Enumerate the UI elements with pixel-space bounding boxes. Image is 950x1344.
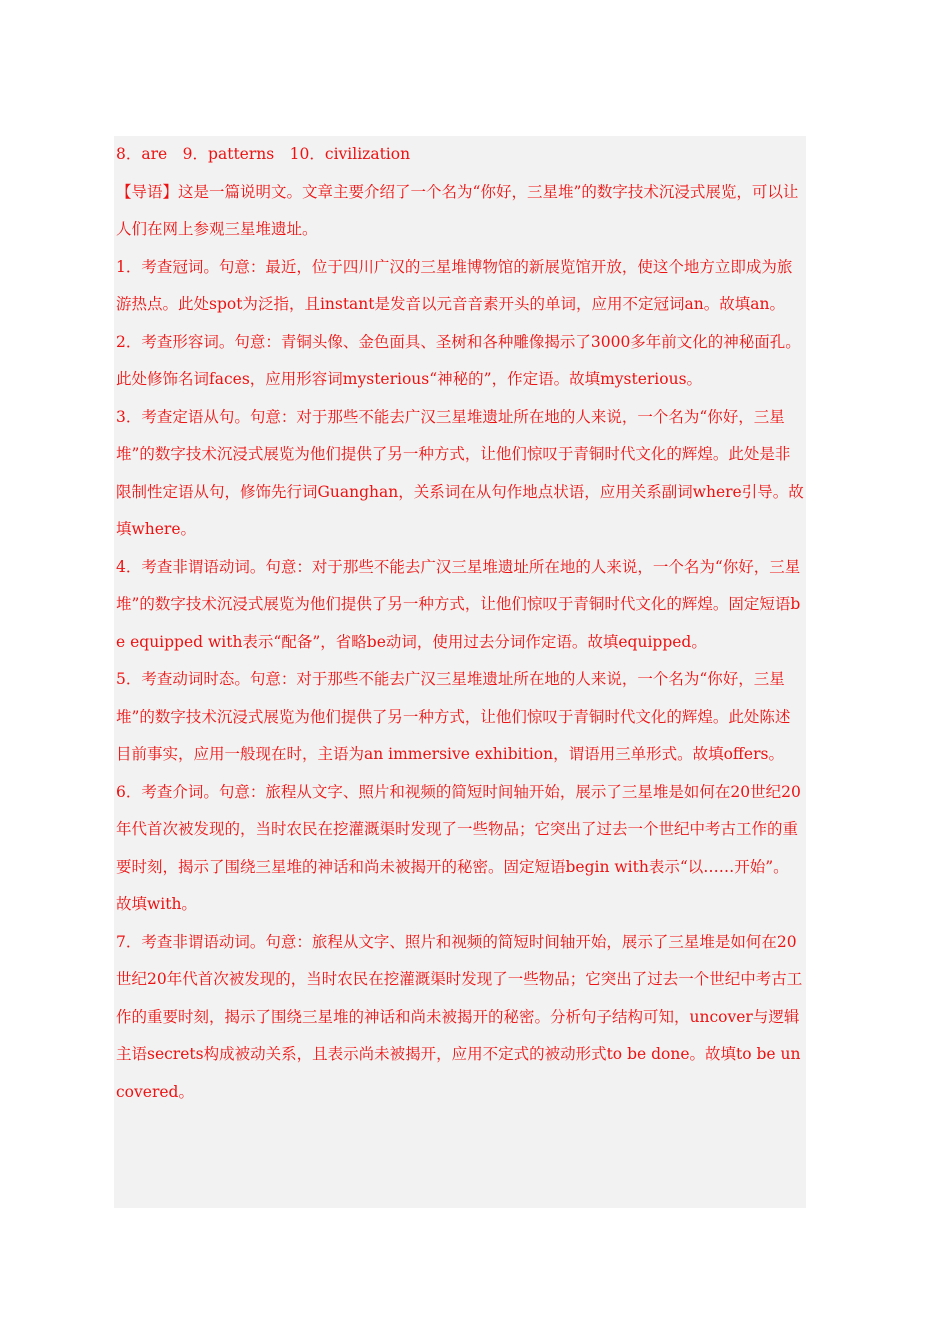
intro-tag: 【导语】 bbox=[116, 182, 179, 201]
explanation-7: 7．考查非谓语动词。句意：旅程从文字、照片和视频的简短时间轴开始，展示了三星堆是如何在20世纪20年代首次被发现的，当时农民在挖灌溉渠时发现了一些物品；它突出了过去一个世纪中考古工作的重要时刻，揭示了围绕三星堆的神话和尚未被揭开的秘密。分析句子结构可知，uncover与逻辑主语secrets构成被动关系，且表示尚未被揭开，应用不定式的被动形式to be done。故填to be uncovered。 bbox=[116, 932, 803, 1101]
explanation-2: 2．考查形容词。句意：青铜头像、金色面具、圣树和各种雕像揭示了3000多年前文化的神秘面孔。此处修饰名词faces，应用形容词mysterious“神秘的”，作定语。故填mysterious。 bbox=[116, 332, 801, 388]
intro-text: 这是一篇说明文。文章主要介绍了一个名为“你好，三星堆”的数字技术沉浸式展览，可以让人们在网上参观三星堆遗址。 bbox=[116, 182, 799, 238]
answers-line: 8．are 9．patterns 10．civilization bbox=[116, 145, 411, 163]
explanation-5: 5．考查动词时态。句意：对于那些不能去广汉三星堆遗址所在地的人来说，一个名为“你好，三星堆”的数字技术沉浸式展览为他们提供了另一种方式，让他们惊叹于青铜时代文化的辉煌。此处陈述目前事实，应用一般现在时，主语为an immersive exhibition，谓语用三单形式。故填offers。 bbox=[116, 670, 791, 763]
intro-paragraph bbox=[116, 174, 804, 249]
explanation-1: 1．考查冠词。句意：最近，位于四川广汉的三星堆博物馆的新展览馆开放，使这个地方立即成为旅游热点。此处spot为泛指，且instant是发音以元音音素开头的单词，应用不定冠词an。故填an。 bbox=[116, 257, 793, 313]
explanation-6: 6．考查介词。句意：旅程从文字、照片和视频的简短时间轴开始，展示了三星堆是如何在20世纪20年代首次被发现的，当时农民在挖灌溉渠时发现了一些物品；它突出了过去一个世纪中考古工作的重要时刻，揭示了围绕三星堆的神话和尚未被揭开的秘密。固定短语begin with表示“以……开始”。故填with。 bbox=[116, 782, 801, 913]
explanation-4: 4．考查非谓语动词。句意：对于那些不能去广汉三星堆遗址所在地的人来说，一个名为“你好，三星堆”的数字技术沉浸式展览为他们提供了另一种方式，让他们惊叹于青铜时代文化的辉煌。固定短语be equipped with表示“配备”，省略be动词，使用过去分词作定语。故填equipped。 bbox=[116, 557, 801, 651]
answer-explanation-text bbox=[116, 136, 804, 1111]
explanation-3: 3．考查定语从句。句意：对于那些不能去广汉三星堆遗址所在地的人来说，一个名为“你好，三星堆”的数字技术沉浸式展览为他们提供了另一种方式，让他们惊叹于青铜时代文化的辉煌。此处是非限制性定语从句，修饰先行词Guanghan，关系词在从句作地点状语，应用关系副词where引导。故填where。 bbox=[116, 407, 804, 538]
